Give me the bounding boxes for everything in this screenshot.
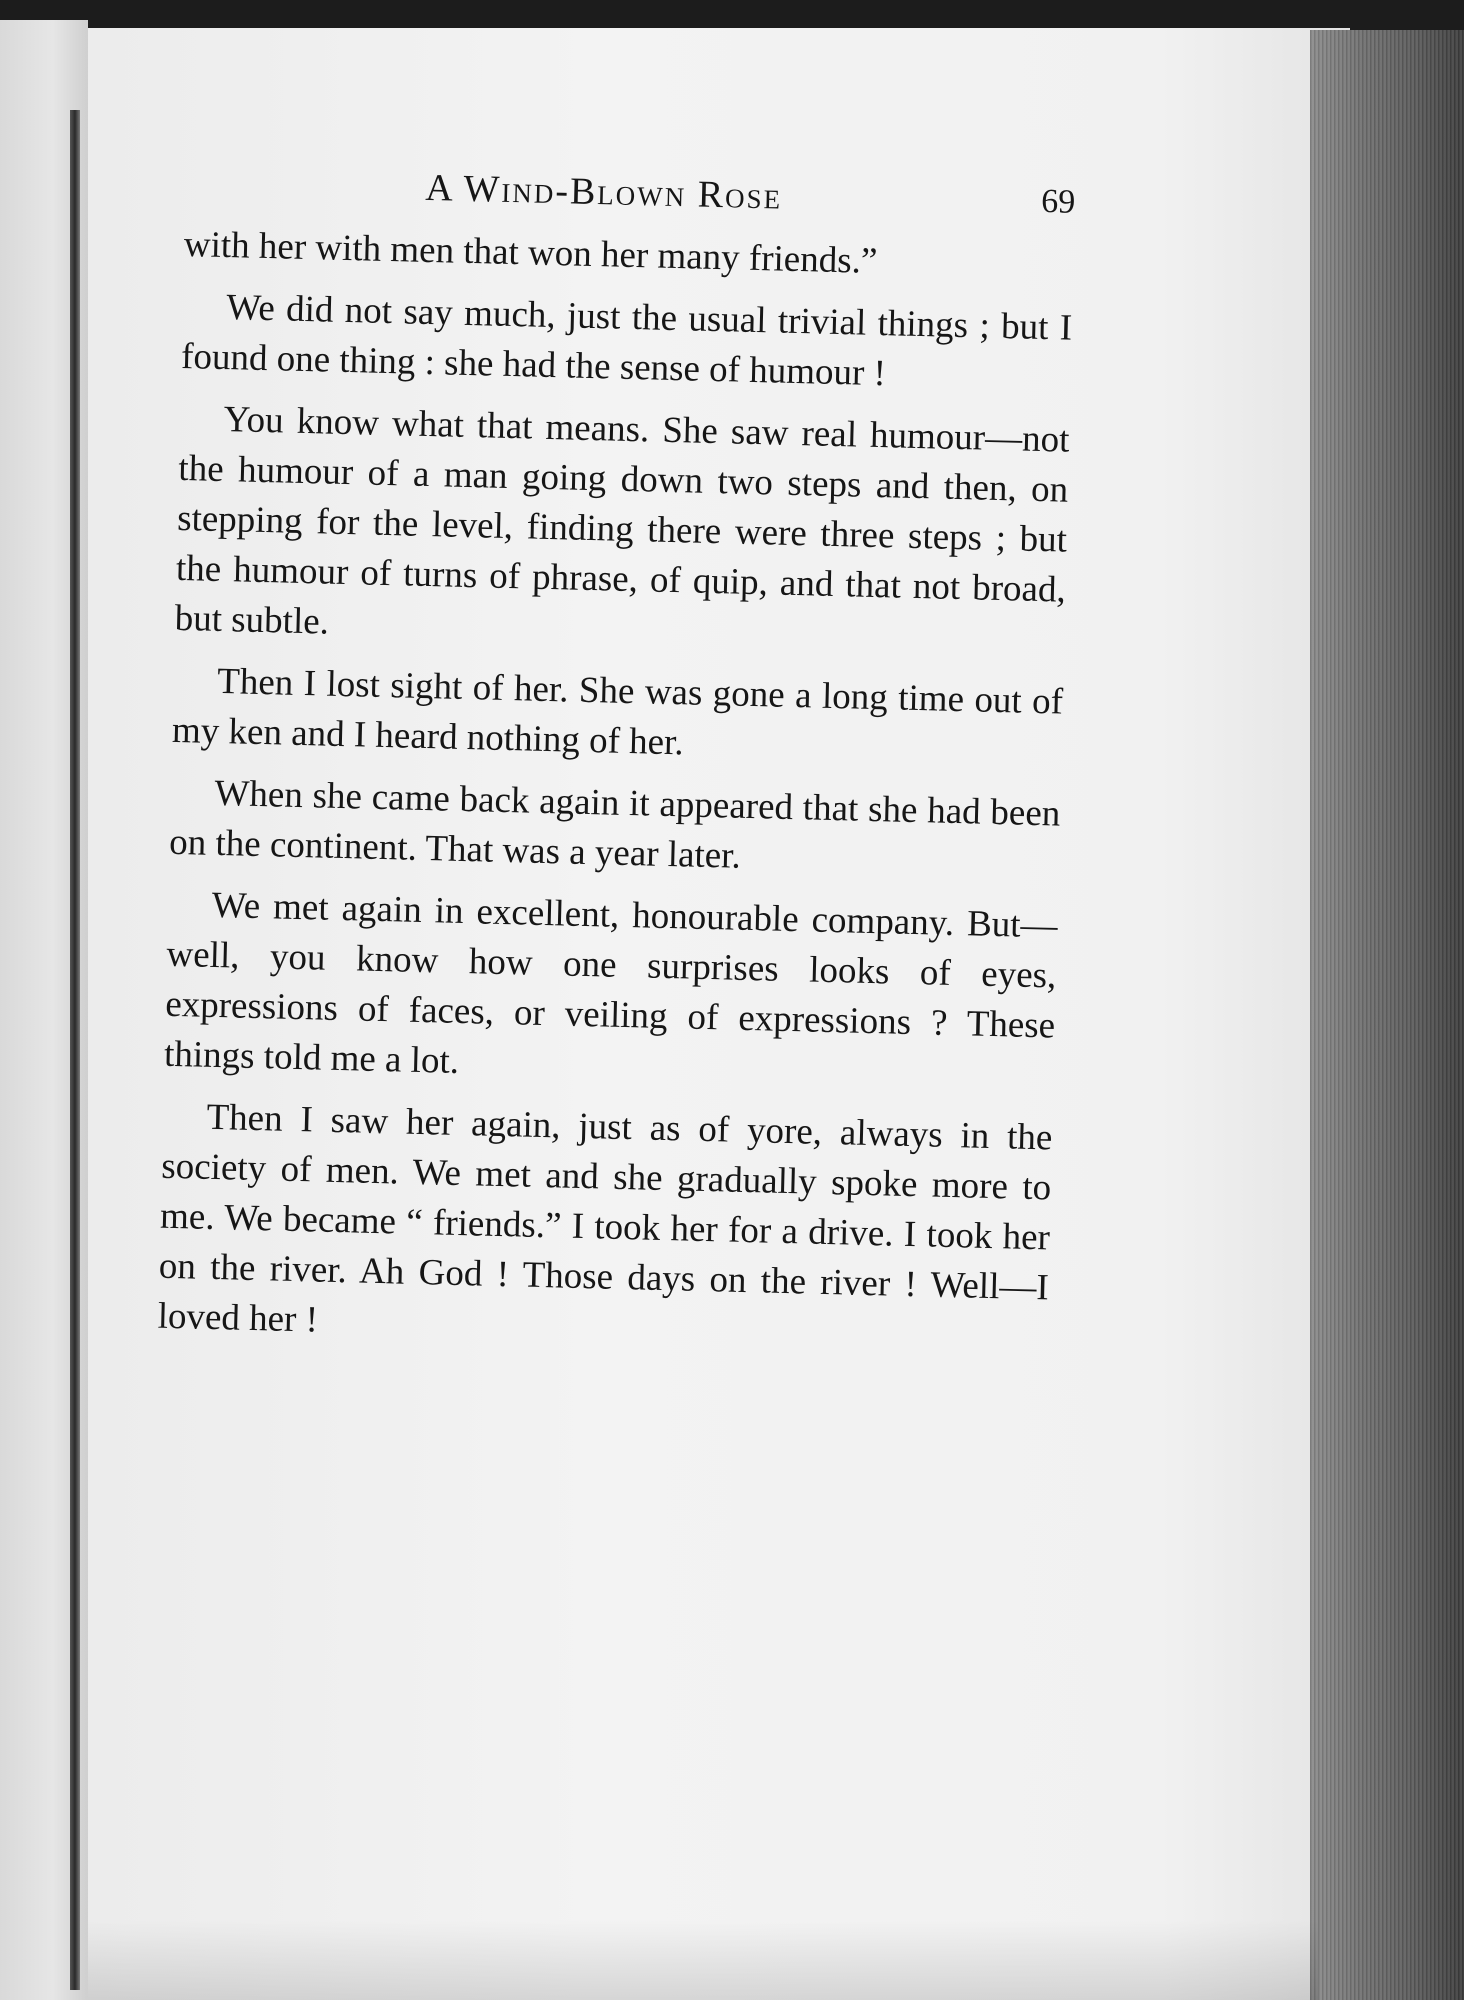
page-stack-edge — [1310, 30, 1464, 2000]
paragraph-continued: with her with men that won her many friends.” — [183, 223, 878, 282]
paragraph: You know what that means. She saw real humour—not the humour of a man going down two steps and then, on stepping for the level, finding there were three steps ; but the humour of turns of phrase, of quip, and that not broad, but subtle. — [174, 399, 1070, 643]
page-bottom-shadow — [88, 1920, 1318, 2000]
paragraph: We met again in excellent, honourable company. But—well, you know how one surprises looks of eyes, expressions of faces, or veiling of expressions ? These things told me a lot. — [163, 884, 1059, 1082]
page-text-block — [157, 160, 1076, 1375]
paragraph: Then I lost sight of her. She was gone a long time out of my ken and I heard nothing of her. — [171, 660, 1064, 764]
running-head: A Wind-Blown Rose — [424, 166, 783, 218]
book-gutter — [70, 110, 80, 1990]
paragraph: We did not say much, just the usual trivial things ; but I found one thing : she had the sense of humour ! — [180, 287, 1073, 395]
paragraph: When she came back again it appeared that she had been on the continent. That was a year later. — [168, 772, 1061, 877]
paragraph: Then I saw her again, just as of yore, always in the society of men. We met and she gradually spoke more to me. We became “ friends.” I took her for a drive. I took her on the river. Ah God ! Those days on the river ! Well—I loved her ! — [157, 1096, 1053, 1341]
page-number: 69 — [1040, 182, 1076, 221]
